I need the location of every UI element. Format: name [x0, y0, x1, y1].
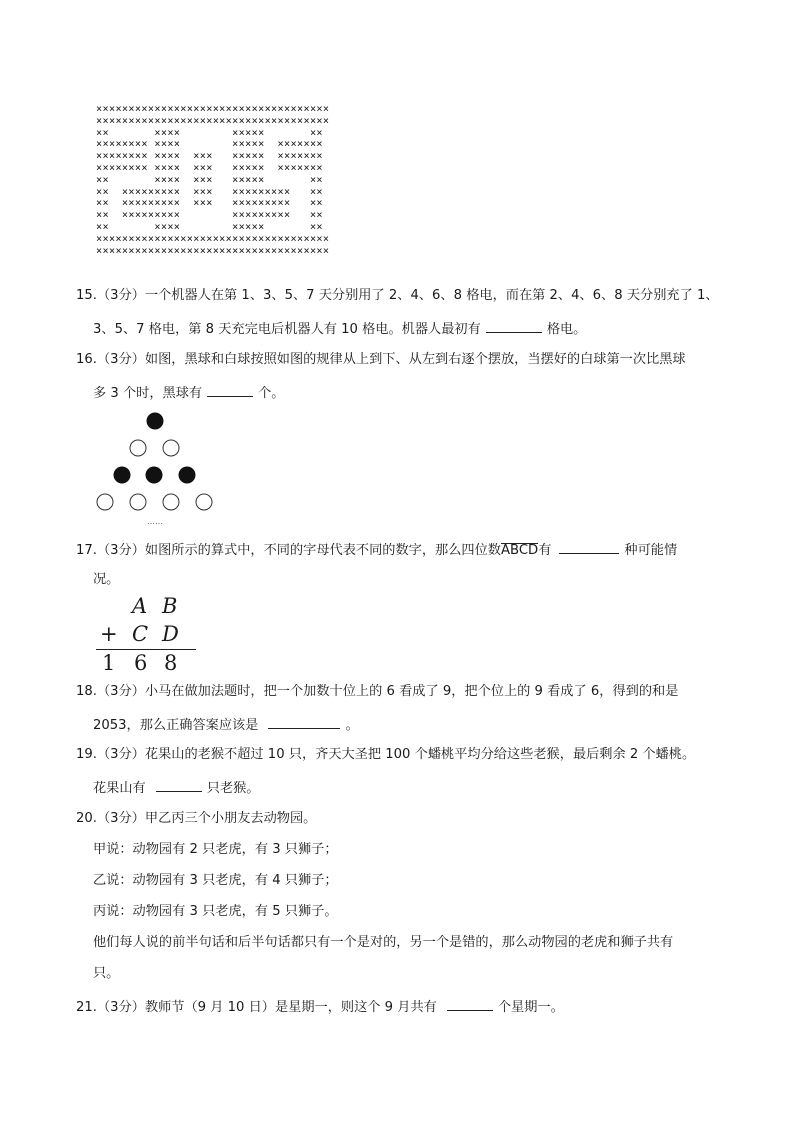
q21-text: 21.（3分）教师节（9 月 10 日）是星期一，则这个 9 月共有 — [76, 1000, 437, 1015]
q16-line1: 16.（3分）如图，黑球和白球按照如图的规律从上到下、从左到右逐个摆放，当摆好的白球第一次比黑球 — [76, 352, 686, 367]
q21-line1 — [76, 997, 564, 1017]
black-ball — [114, 467, 131, 484]
white-ball — [130, 440, 146, 456]
q18-answer-blank[interactable] — [268, 715, 340, 729]
grid-row: ×× ××××××××× ××× ××××××××× ×× — [96, 186, 323, 198]
grid-row: ×× ××××××××× ××× ××××××××× ×× — [96, 198, 323, 210]
cross-pattern-figure — [96, 104, 329, 257]
digit-a: A — [132, 594, 148, 618]
grid-row: ×× ×××× ××××× ×× — [96, 221, 323, 233]
grid-row: ×××××××× ×××× ××× ××××× ××××××× — [96, 151, 323, 163]
digit-b: B — [162, 594, 178, 618]
q20-statement-jia: 甲说：动物园有 2 只老虎，有 3 只狮子； — [93, 842, 338, 857]
black-ball — [146, 467, 163, 484]
q21-text-end: 个星期一。 — [497, 1000, 564, 1015]
q16-answer-blank[interactable] — [207, 383, 253, 397]
q17-text: 17.（3分）如图所示的算式中，不同的字母代表不同的数字，那么四位数 — [76, 543, 501, 558]
grid-row: ×× ×××× ××××× ×× — [96, 127, 323, 139]
addition-equation — [96, 588, 196, 674]
q17-text-end: 种可能情 — [624, 543, 678, 558]
q19-text: 花果山有 — [93, 781, 146, 796]
q20-line1: 20.（3分）甲乙丙三个小朋友去动物园。 — [76, 811, 317, 826]
q20-statement-yi: 乙说：动物园有 3 只老虎，有 4 只狮子； — [93, 873, 338, 888]
grid-row: ×××××××××××××××××××××××××××××××××××× — [96, 233, 330, 245]
digit-d: D — [162, 622, 179, 646]
grid-row: ×× ××××××××× ××××××××× ×× — [96, 210, 323, 222]
result-digit: 6 — [134, 651, 148, 675]
q18-line1: 18.（3分）小马在做加法题时，把一个加数十位上的 6 看成了 9，把个位上的 9 看成了 6，得到的和是 — [76, 684, 679, 699]
q20-line5: 他们每人说的前半句话和后半句话都只有一个是对的，另一个是错的，那么动物园的老虎和狮子共有 — [93, 935, 674, 950]
grid-row: ×××××××××××××××××××××××××××××××××××× — [96, 104, 330, 115]
white-ball — [163, 494, 179, 510]
white-ball — [130, 494, 146, 510]
q15-answer-blank[interactable] — [486, 319, 542, 333]
black-ball — [179, 467, 196, 484]
q15-text-end: 格电。 — [546, 322, 587, 337]
q15-line1: 15.（3分）一个机器人在第 1、3、5、7 天分别用了 2、4、6、8 格电，而在第 2、4、6、8 天分别充了 1、 — [76, 288, 719, 303]
grid-row: ×××××××× ×××× ××× ××××× ××××××× — [96, 162, 323, 174]
white-ball — [97, 494, 113, 510]
q17-line2: 况。 — [93, 572, 120, 587]
sum-line — [96, 649, 196, 650]
q19-line1: 19.（3分）花果山的老猴不超过 10 只，齐天大圣把 100 个蟠桃平均分给这些老猴，最后剩余 2 个蟠桃。 — [76, 747, 696, 762]
grid-row: ×× ×××× ××× ××××× ×× — [96, 174, 323, 186]
result-digit: 1 — [102, 651, 116, 675]
black-ball — [147, 413, 164, 430]
q16-text-end: 个。 — [258, 386, 285, 401]
q17-line1 — [76, 540, 677, 560]
q18-text-end: 。 — [345, 718, 359, 733]
q17-answer-blank[interactable] — [559, 540, 619, 554]
q20-statement-bing: 丙说：动物园有 3 只老虎，有 5 只狮子。 — [93, 904, 338, 919]
q16-line2 — [93, 383, 284, 403]
continuation-dots: …… — [147, 517, 163, 526]
grid-row: ×××××××× ×××× ××××× ××××××× — [96, 139, 323, 151]
q19-answer-blank[interactable] — [156, 778, 202, 792]
ball-triangle-figure — [90, 408, 220, 528]
q21-answer-blank[interactable] — [447, 997, 493, 1011]
white-ball — [163, 440, 179, 456]
q16-text: 多 3 个时，黑球有 — [93, 386, 203, 401]
plus-sign: + — [100, 622, 118, 646]
white-ball — [196, 494, 212, 510]
q15-text: 3、5、7 格电，第 8 天充完电后机器人有 10 格电。机器人最初有 — [93, 322, 481, 337]
result-digit: 8 — [164, 651, 178, 675]
q18-text: 2053，那么正确答案应该是 — [93, 718, 259, 733]
digit-c: C — [132, 622, 149, 646]
grid-row: ×××××××××××××××××××××××××××××××××××× — [96, 115, 330, 127]
four-digit-abcd: ABCD — [501, 543, 539, 558]
q15-line2 — [93, 319, 586, 339]
grid-row: ×××××××××××××××××××××××××××××××××××× — [96, 245, 330, 257]
q20-line6: 只。 — [93, 966, 120, 981]
q17-text-mid: 有 — [538, 543, 552, 558]
q19-line2 — [93, 778, 260, 798]
q18-line2 — [93, 715, 359, 735]
q19-text-end: 只老猴。 — [206, 781, 260, 796]
